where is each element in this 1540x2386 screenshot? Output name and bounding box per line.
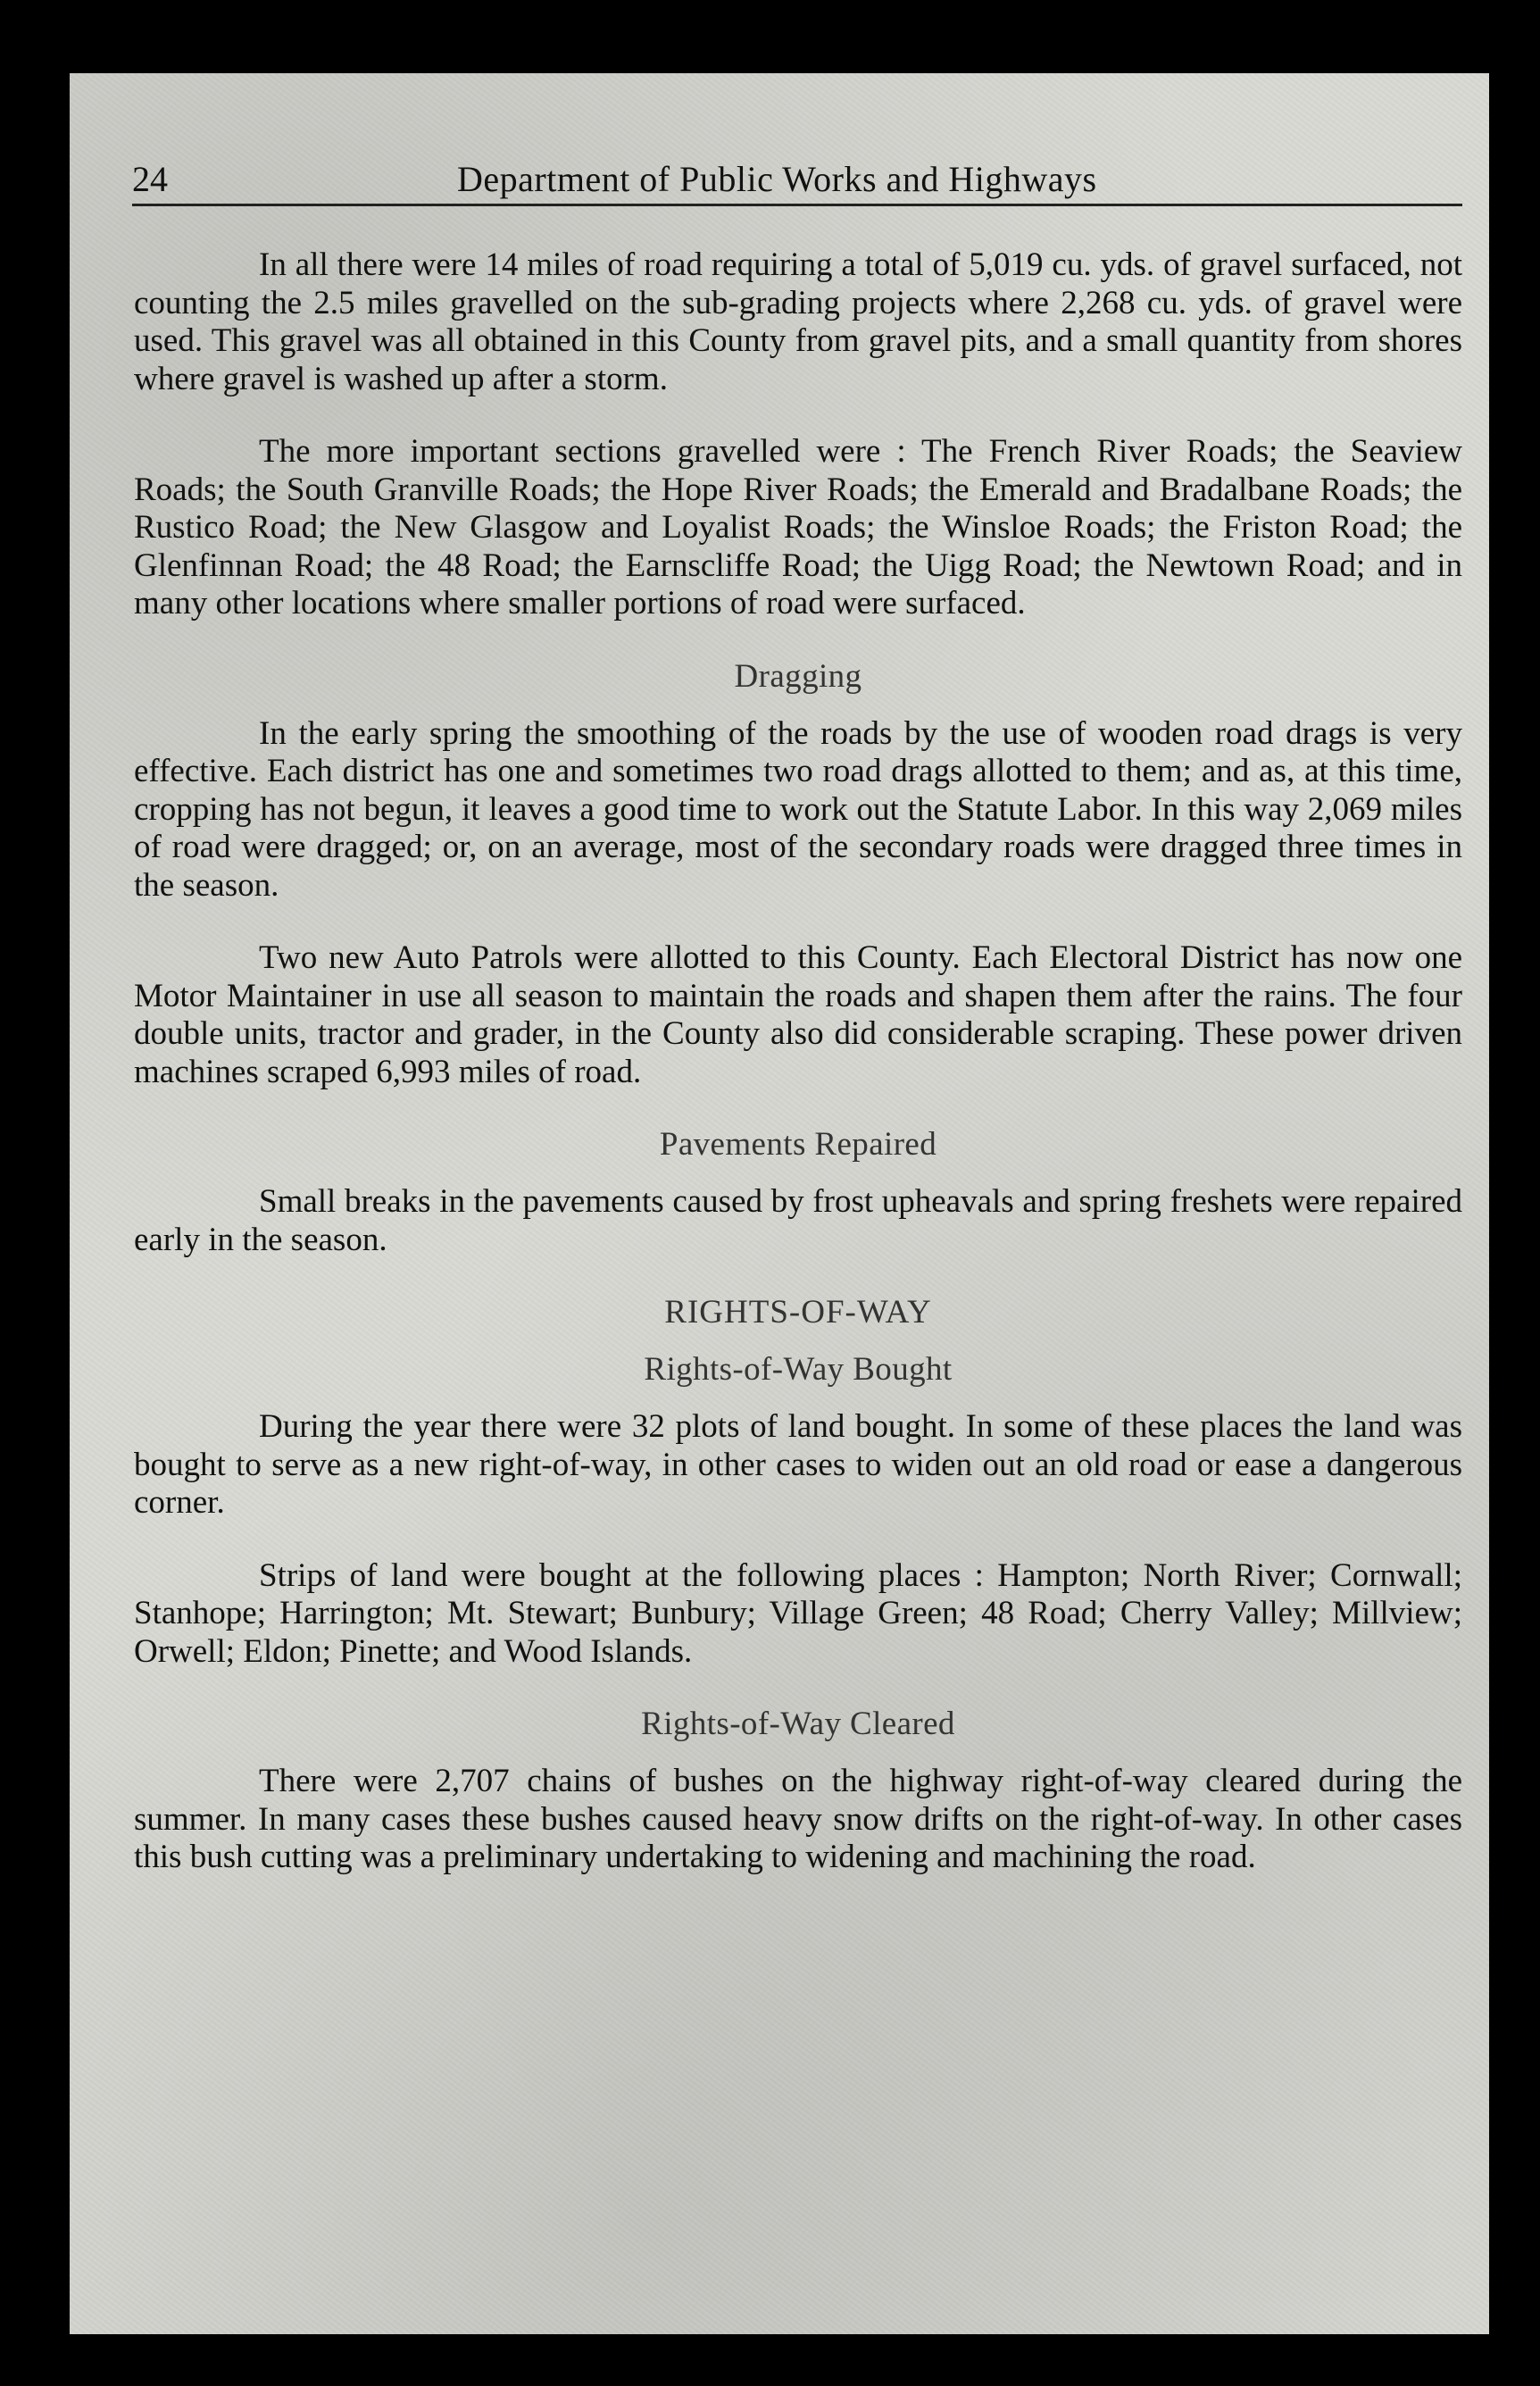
page-header — [132, 159, 1462, 206]
paragraph-bushes-cleared: There were 2,707 chains of bushes on the highway right-of-way cleared during the summer. In many cases these bushes caused heavy snow drifts on the right-of-way. In other cases this bush cutting was a preliminary undertaking to widening and machining the road. — [134, 1763, 1462, 1875]
paragraph-strips-bought: Strips of land were bought at the following places : Hampton; North River; Cornwall; Stanhope; Harrington; Mt. Stewart; Bunbury; Village Green; 48 Road; Cherry Valley; Millview; Orwell; Eldon; Pinette; and Wood Islands. — [134, 1556, 1462, 1670]
page-number: 24 — [132, 159, 168, 199]
page-body — [134, 246, 1462, 1912]
document-page — [70, 73, 1489, 2334]
heading-rights-of-way-bought: Rights-of-Way Bought — [644, 1351, 953, 1388]
paragraph-dragging: In the early spring the smoothing of the roads by the use of wooden road drags is very effective. Each district has one and sometimes two road drags allotted to them; and as, at this time, cropping has not begun, it leaves a good time to work out the Statute Labor. In this way 2,069 miles of road were dragged; or, on an average, most of the secondary roads were dragged three times in the season. — [134, 714, 1462, 904]
paragraph-auto-patrols: Two new Auto Patrols were allotted to this County. Each Electoral District has now one Motor Maintainer in use all season to maintain the roads and shapen them after the rains. The four double units, tractor and grader, in the County also did considerable scraping. These power driven machines scraped 6,993 miles of road. — [134, 939, 1462, 1090]
heading-rights-of-way: RIGHTS-OF-WAY — [664, 1294, 932, 1331]
paragraph-gravel-total: In all there were 14 miles of road requiring a total of 5,019 cu. yds. of gravel surfaced, not counting the 2.5 miles gravelled on the sub-grading projects where 2,268 cu. yds. of gravel were used. This gravel was all obtained in this County from gravel pits, and a small quantity from shores where gravel is washed up after a storm. — [134, 246, 1462, 397]
paragraph-pavements: Small breaks in the pavements caused by frost upheavals and spring freshets were repaired early in the season. — [134, 1183, 1462, 1258]
running-title: Department of Public Works and Highways — [457, 159, 1097, 199]
heading-dragging: Dragging — [734, 657, 862, 695]
paragraph-plots-bought: During the year there were 32 plots of land bought. In some of these places the land was bought to serve as a new right-of-way, in other cases to widen out an old road or ease a dangerous corner. — [134, 1408, 1462, 1521]
heading-rights-of-way-cleared: Rights-of-Way Cleared — [641, 1706, 955, 1742]
heading-pavements-repaired: Pavements Repaired — [659, 1126, 937, 1163]
paragraph-gravelled-sections: The more important sections gravelled were : The French River Roads; the Seaview Roads; the South Granville Roads; the Hope River Roads; the Emerald and Bradalbane Roads; the Rustico Road; the New Glasgow and Loyalist Roads; the Winsloe Roads; the Friston Road; the Glenfinnan Road; the 48 Road; the Earnscliffe Road; the Uigg Road; the Newtown Road; and in many other locations where smaller portions of road were surfaced. — [134, 433, 1462, 622]
